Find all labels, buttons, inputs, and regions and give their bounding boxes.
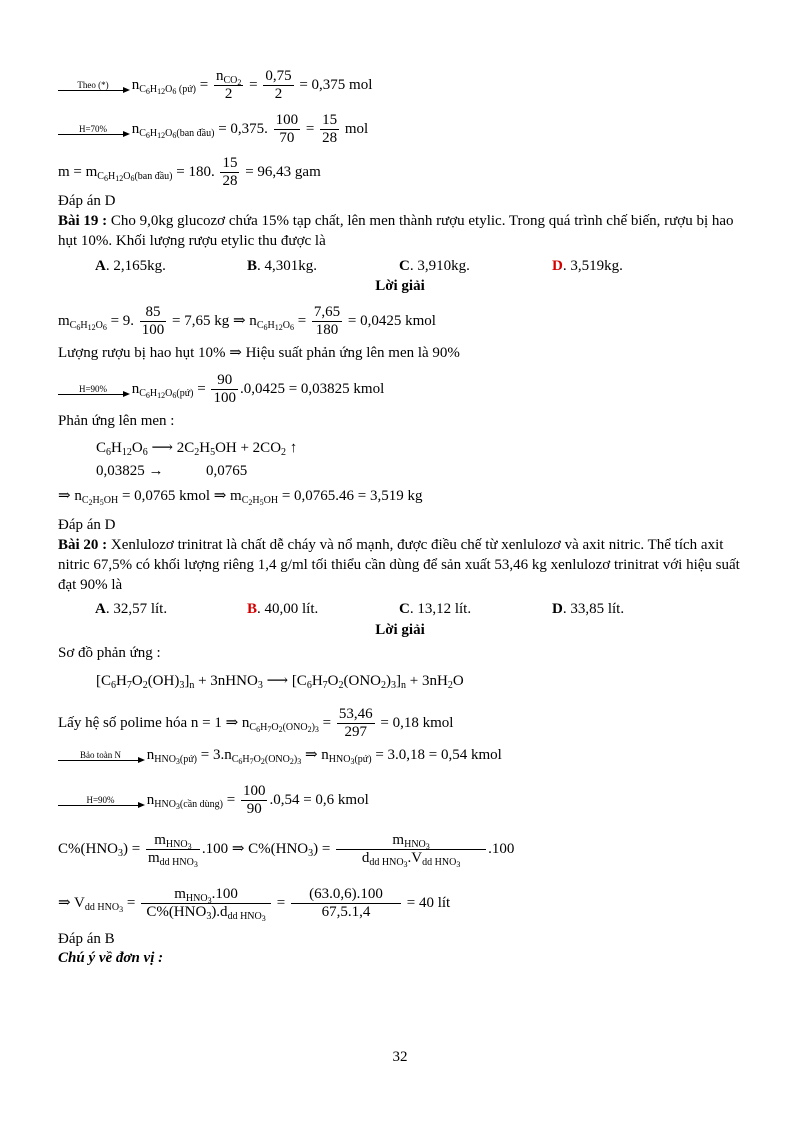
mol-amount-1: 0,03825 → bbox=[96, 463, 164, 479]
answer-18: Đáp án D bbox=[58, 193, 116, 209]
answer-20: Đáp án B bbox=[58, 931, 115, 947]
page-number: 32 bbox=[392, 1049, 408, 1065]
eq-h70: H=70% $n_{C_6H_{12}O_6(ban đầu)} = 0,375$. $\frac{100}{70}$ = $\frac{15}{28}$ mol bbox=[58, 112, 368, 147]
fraction: $\frac{85}{100}$ bbox=[141, 304, 165, 338]
eq-19-1: $m_{C_6H_{12}O_6} = 9$. $\frac{85}{100}$ = 7,65 kg ⇒ $n_{C_6H_{12}O_6}$ = $\frac{7,65}{180}$ = 0,0425 kmol bbox=[58, 304, 436, 338]
fraction: $\frac{100}{70}$ bbox=[275, 112, 299, 146]
arrow-h90-20: H=90% bbox=[58, 795, 143, 806]
arrow-bao-toan-n: Bảo toàn N bbox=[58, 750, 143, 761]
unit-note: Chú ý về đơn vị : bbox=[58, 950, 164, 966]
eq-20-4: Bảo toàn N $n_{HNO_3(pứ)} = 3.n_{C_6H_7O_2(ONO_2)_3}$ ⇒ $n_{HNO_3(pứ)} = 3.0,18 = 0,54$ kmol bbox=[58, 745, 502, 765]
answer-19: Đáp án D bbox=[58, 517, 116, 533]
eq-mass: $m = m_{C_6H_{12}O_6(ban đầu)} = 180$. $\frac{15}{28}$ = 96,43 gam bbox=[58, 155, 321, 189]
reaction-nitration: $[C_6H_7O_2(OH)_3]_n$ + 3nHNO$_3$ ⟶ $[C_6H_7O_2(ONO_2)_3]_n + 3nH_2O$ bbox=[96, 673, 464, 691]
arrow-h70: H=70% bbox=[58, 124, 128, 135]
eq-20-7: ⇒ $V_{dd HNO_3}$ = $\frac{m_{HNO_3}.100}{C\%(HNO_3).d_{dd HNO_3}}$ = $\frac{(63.0,6).100}{67,5.1,4}$ = 40 lít bbox=[58, 886, 451, 923]
eq-theo: Theo (*) $n_{C_6H_{12}O_6 (pứ)}$ = $\frac{n_{CO_2}}{2}$ = $\frac{0,75}{2}$ = 0,375 mol bbox=[58, 68, 372, 103]
option-d: D. 3,519kg. bbox=[552, 258, 623, 274]
fraction: $\frac{n_{CO_2}}{2}$ bbox=[215, 68, 242, 102]
eq-19-6: ⇒ $n_{C_2H_5OH} = 0,0765$ kmol ⇒ $m_{C_2H_5OH} = 0,0765.46 = 3,519$ kg bbox=[58, 488, 423, 507]
solution-heading-19: Lời giải bbox=[375, 278, 425, 294]
fraction: $\frac{m_{HNO_3}}{m_{dd HNO_3}}$ bbox=[147, 832, 198, 869]
eq-19-3: H=90% $n_{C_6H_{12}O_6(pứ)}$ = $\frac{90}{100}$ .0,0425 = 0,03825 kmol bbox=[58, 372, 384, 407]
option-a: A. 2,165kg. bbox=[95, 258, 166, 274]
eq-19-2: Lượng rượu bị hao hụt 10% ⇒ Hiệu suất phản ứng lên men là 90% bbox=[58, 345, 460, 361]
option-c: C. 3,910kg. bbox=[399, 258, 470, 274]
problem-20-title: Bài 20 : bbox=[58, 537, 108, 553]
problem-19-title: Bài 19 : bbox=[58, 213, 108, 229]
fraction: $\frac{m_{HNO_3}}{d_{dd HNO_3}.V_{dd HNO_3}}$ bbox=[336, 832, 486, 867]
eq-20-1: Sơ đồ phản ứng : bbox=[58, 645, 161, 661]
problem-20 bbox=[58, 535, 748, 595]
solution-heading-20: Lời giải bbox=[375, 622, 425, 638]
reaction-fermentation: $C_6H_{12}O_6$ ⟶ $2C_2H_5OH + 2CO_2$ ↑ bbox=[96, 440, 298, 458]
mol-amount-2: 0,0765 bbox=[206, 463, 248, 479]
arrow-h90: H=90% bbox=[58, 384, 128, 395]
fraction: $\frac{(63.0,6).100}{67,5.1,4}$ bbox=[291, 886, 401, 921]
eq-19-4: Phản ứng lên men : bbox=[58, 413, 175, 429]
problem-20-text: Xenlulozơ trinitrat là chất dễ cháy và nổ mạnh, được điều chế từ xenlulozơ và axit nitric. Thể tích axit nitric 67,5% có khối lượng riêng 1,4 g/ml tối thiểu cần dùng để sản xuất 53,46 kg xenlulozơ trinitrat với hiệu suất đạt 90% là bbox=[58, 537, 740, 593]
option-c-20: C. 13,12 lít. bbox=[399, 601, 472, 617]
problem-19-text: Cho 9,0kg glucozơ chứa 15% tạp chất, lên men thành rượu etylic. Trong quá trình chế biến, rượu bị hao hụt 10%. Khối lượng rượu etylic thu được là bbox=[58, 213, 734, 249]
eq-20-3: Lấy hệ số polime hóa n = 1 ⇒ $n_{C_6H_7O_2(ONO_2)_3}$ = $\frac{53,46}{297}$ = 0,18 kmol bbox=[58, 706, 454, 740]
eq-20-5: H=90% $n_{HNO_3(cần dùng)}$ = $\frac{100}{90}$ .0,54 = 0,6 kmol bbox=[58, 783, 369, 818]
fraction: $\frac{7,65}{180}$ bbox=[313, 304, 341, 338]
problem-19 bbox=[58, 211, 748, 251]
fraction: $\frac{100}{90}$ bbox=[242, 783, 266, 817]
fraction: $\frac{15}{28}$ bbox=[322, 112, 338, 146]
eq-20-6: $C\%(HNO_3)$ = $\frac{m_{HNO_3}}{m_{dd HNO_3}}$ .100 ⇒ $C\%(HNO_3)$ = $\frac{m_{HNO_3}}{d_{dd HNO_3}.V_{dd HNO_3}}$ .100 bbox=[58, 832, 515, 869]
fraction: $\frac{m_{HNO_3}.100}{C\%(HNO_3).d_{dd HNO_3}}$ bbox=[141, 886, 271, 921]
fraction: $\frac{0,75}{2}$ bbox=[265, 68, 292, 102]
option-b: B. 4,301kg. bbox=[247, 258, 318, 274]
option-b-20: B. 40,00 lít. bbox=[247, 601, 319, 617]
arrow-theo: Theo (*) bbox=[58, 80, 128, 91]
option-a-20: A. 32,57 lít. bbox=[95, 601, 168, 617]
fraction: $\frac{90}{100}$ bbox=[213, 372, 236, 406]
fraction: $\frac{15}{28}$ bbox=[222, 155, 238, 189]
option-d-20: D. 33,85 lít. bbox=[552, 601, 625, 617]
fraction: $\frac{53,46}{297}$ bbox=[338, 706, 373, 740]
